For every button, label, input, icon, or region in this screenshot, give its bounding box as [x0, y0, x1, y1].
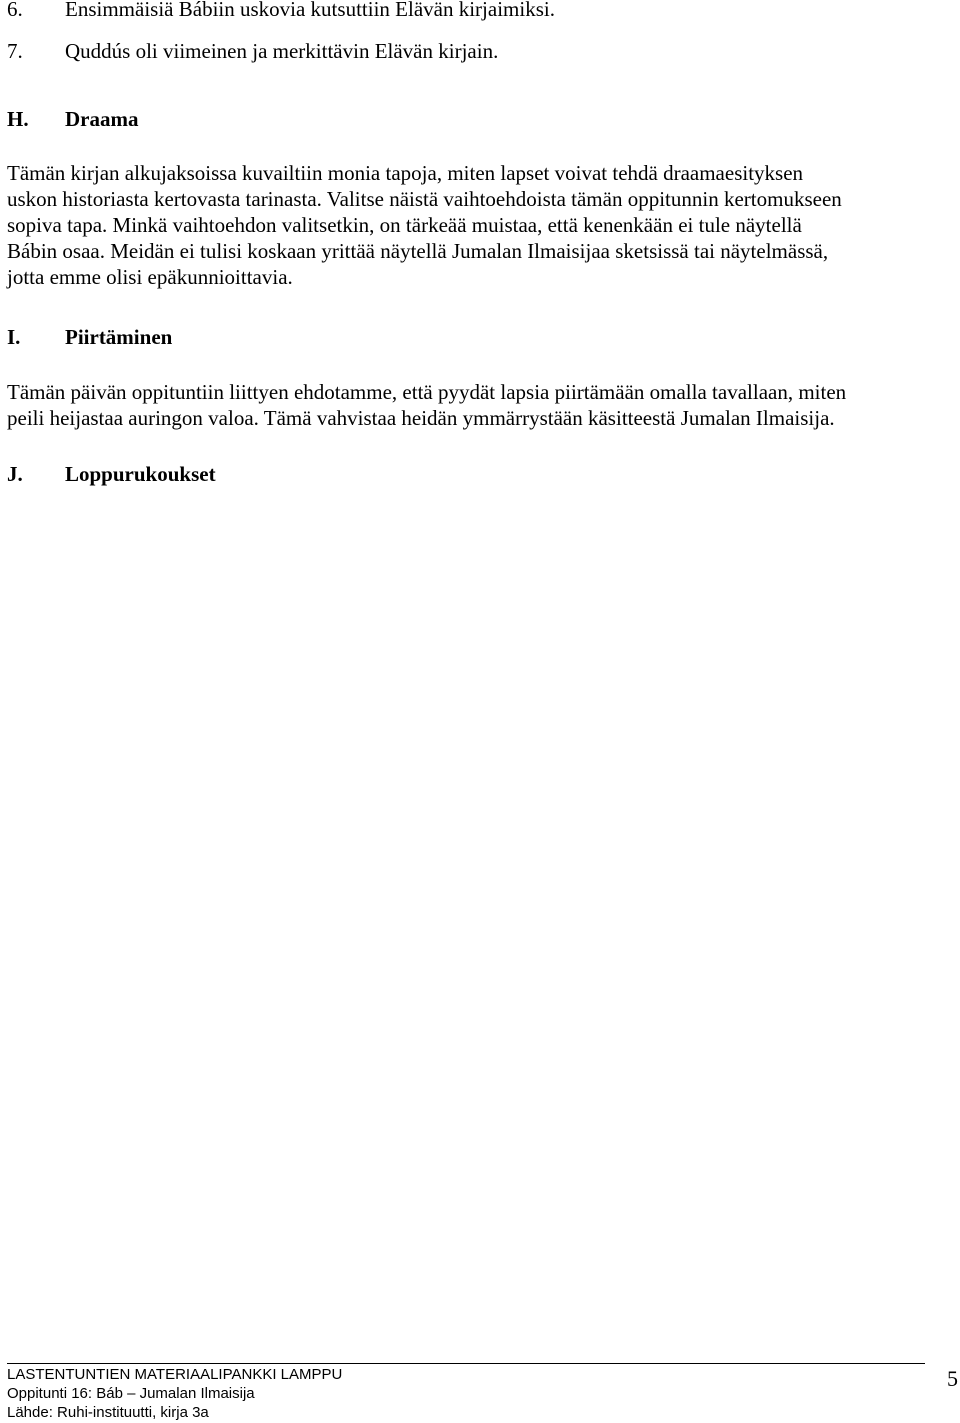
- list-item-number: 7.: [7, 39, 23, 63]
- section-paragraph-draama: [7, 160, 955, 290]
- section-letter: H.: [7, 107, 29, 131]
- section-letter: I.: [7, 325, 21, 349]
- list-item-text: Quddús oli viimeinen ja merkittävin Elävän kirjain.: [65, 39, 499, 63]
- section-heading-piirtaminen: [7, 324, 172, 350]
- footer-source: Lähde: Ruhi-instituutti, kirja 3a: [7, 1404, 209, 1421]
- section-paragraph-piirtaminen: [7, 379, 955, 431]
- paragraph-line: uskon historiasta kertovasta tarinasta. Valitse näistä vaihtoehdoista tämän oppitunnin kertomukseen: [7, 187, 842, 211]
- paragraph-line: peili heijastaa auringon valoa. Tämä vahvistaa heidän ymmärrystään käsitteestä Jumalan Ilmaisija.: [7, 406, 835, 430]
- section-title: Piirtäminen: [65, 325, 173, 349]
- list-item: [7, 38, 498, 64]
- section-heading-loppurukoukset: [7, 461, 216, 487]
- section-letter: J.: [7, 462, 23, 486]
- section-heading-draama: [7, 106, 138, 132]
- paragraph-line: Bábin osaa. Meidän ei tulisi koskaan yrittää näytellä Jumalan Ilmaisijaa sketsissä tai näytelmässä,: [7, 239, 829, 263]
- list-item-text: Ensimmäisiä Bábiin uskovia kutsuttiin Elävän kirjaimiksi.: [65, 0, 555, 21]
- list-item-number: 6.: [7, 0, 23, 21]
- list-item: [7, 0, 555, 22]
- section-title: Loppurukoukset: [65, 462, 216, 486]
- footer-divider: [7, 1363, 925, 1364]
- paragraph-line: Tämän päivän oppituntiin liittyen ehdotamme, että pyydät lapsia piirtämään omalla tavallaan, miten: [7, 380, 847, 404]
- paragraph-line: Tämän kirjan alkujaksoissa kuvailtiin monia tapoja, miten lapset voivat tehdä draamaesityksen: [7, 161, 804, 185]
- paragraph-line: jotta emme olisi epäkunnioittavia.: [7, 265, 293, 289]
- paragraph-line: sopiva tapa. Minkä vaihtoehdon valitsetkin, on tärkeää muistaa, että kenenkään ei tule näytellä: [7, 213, 802, 237]
- footer-lesson: Oppitunti 16: Báb – Jumalan Ilmaisija: [7, 1385, 255, 1402]
- section-title: Draama: [65, 107, 139, 131]
- footer-publisher: LASTENTUNTIEN MATERIAALIPANKKI LAMPPU: [7, 1366, 343, 1383]
- page-number: 5: [947, 1366, 958, 1391]
